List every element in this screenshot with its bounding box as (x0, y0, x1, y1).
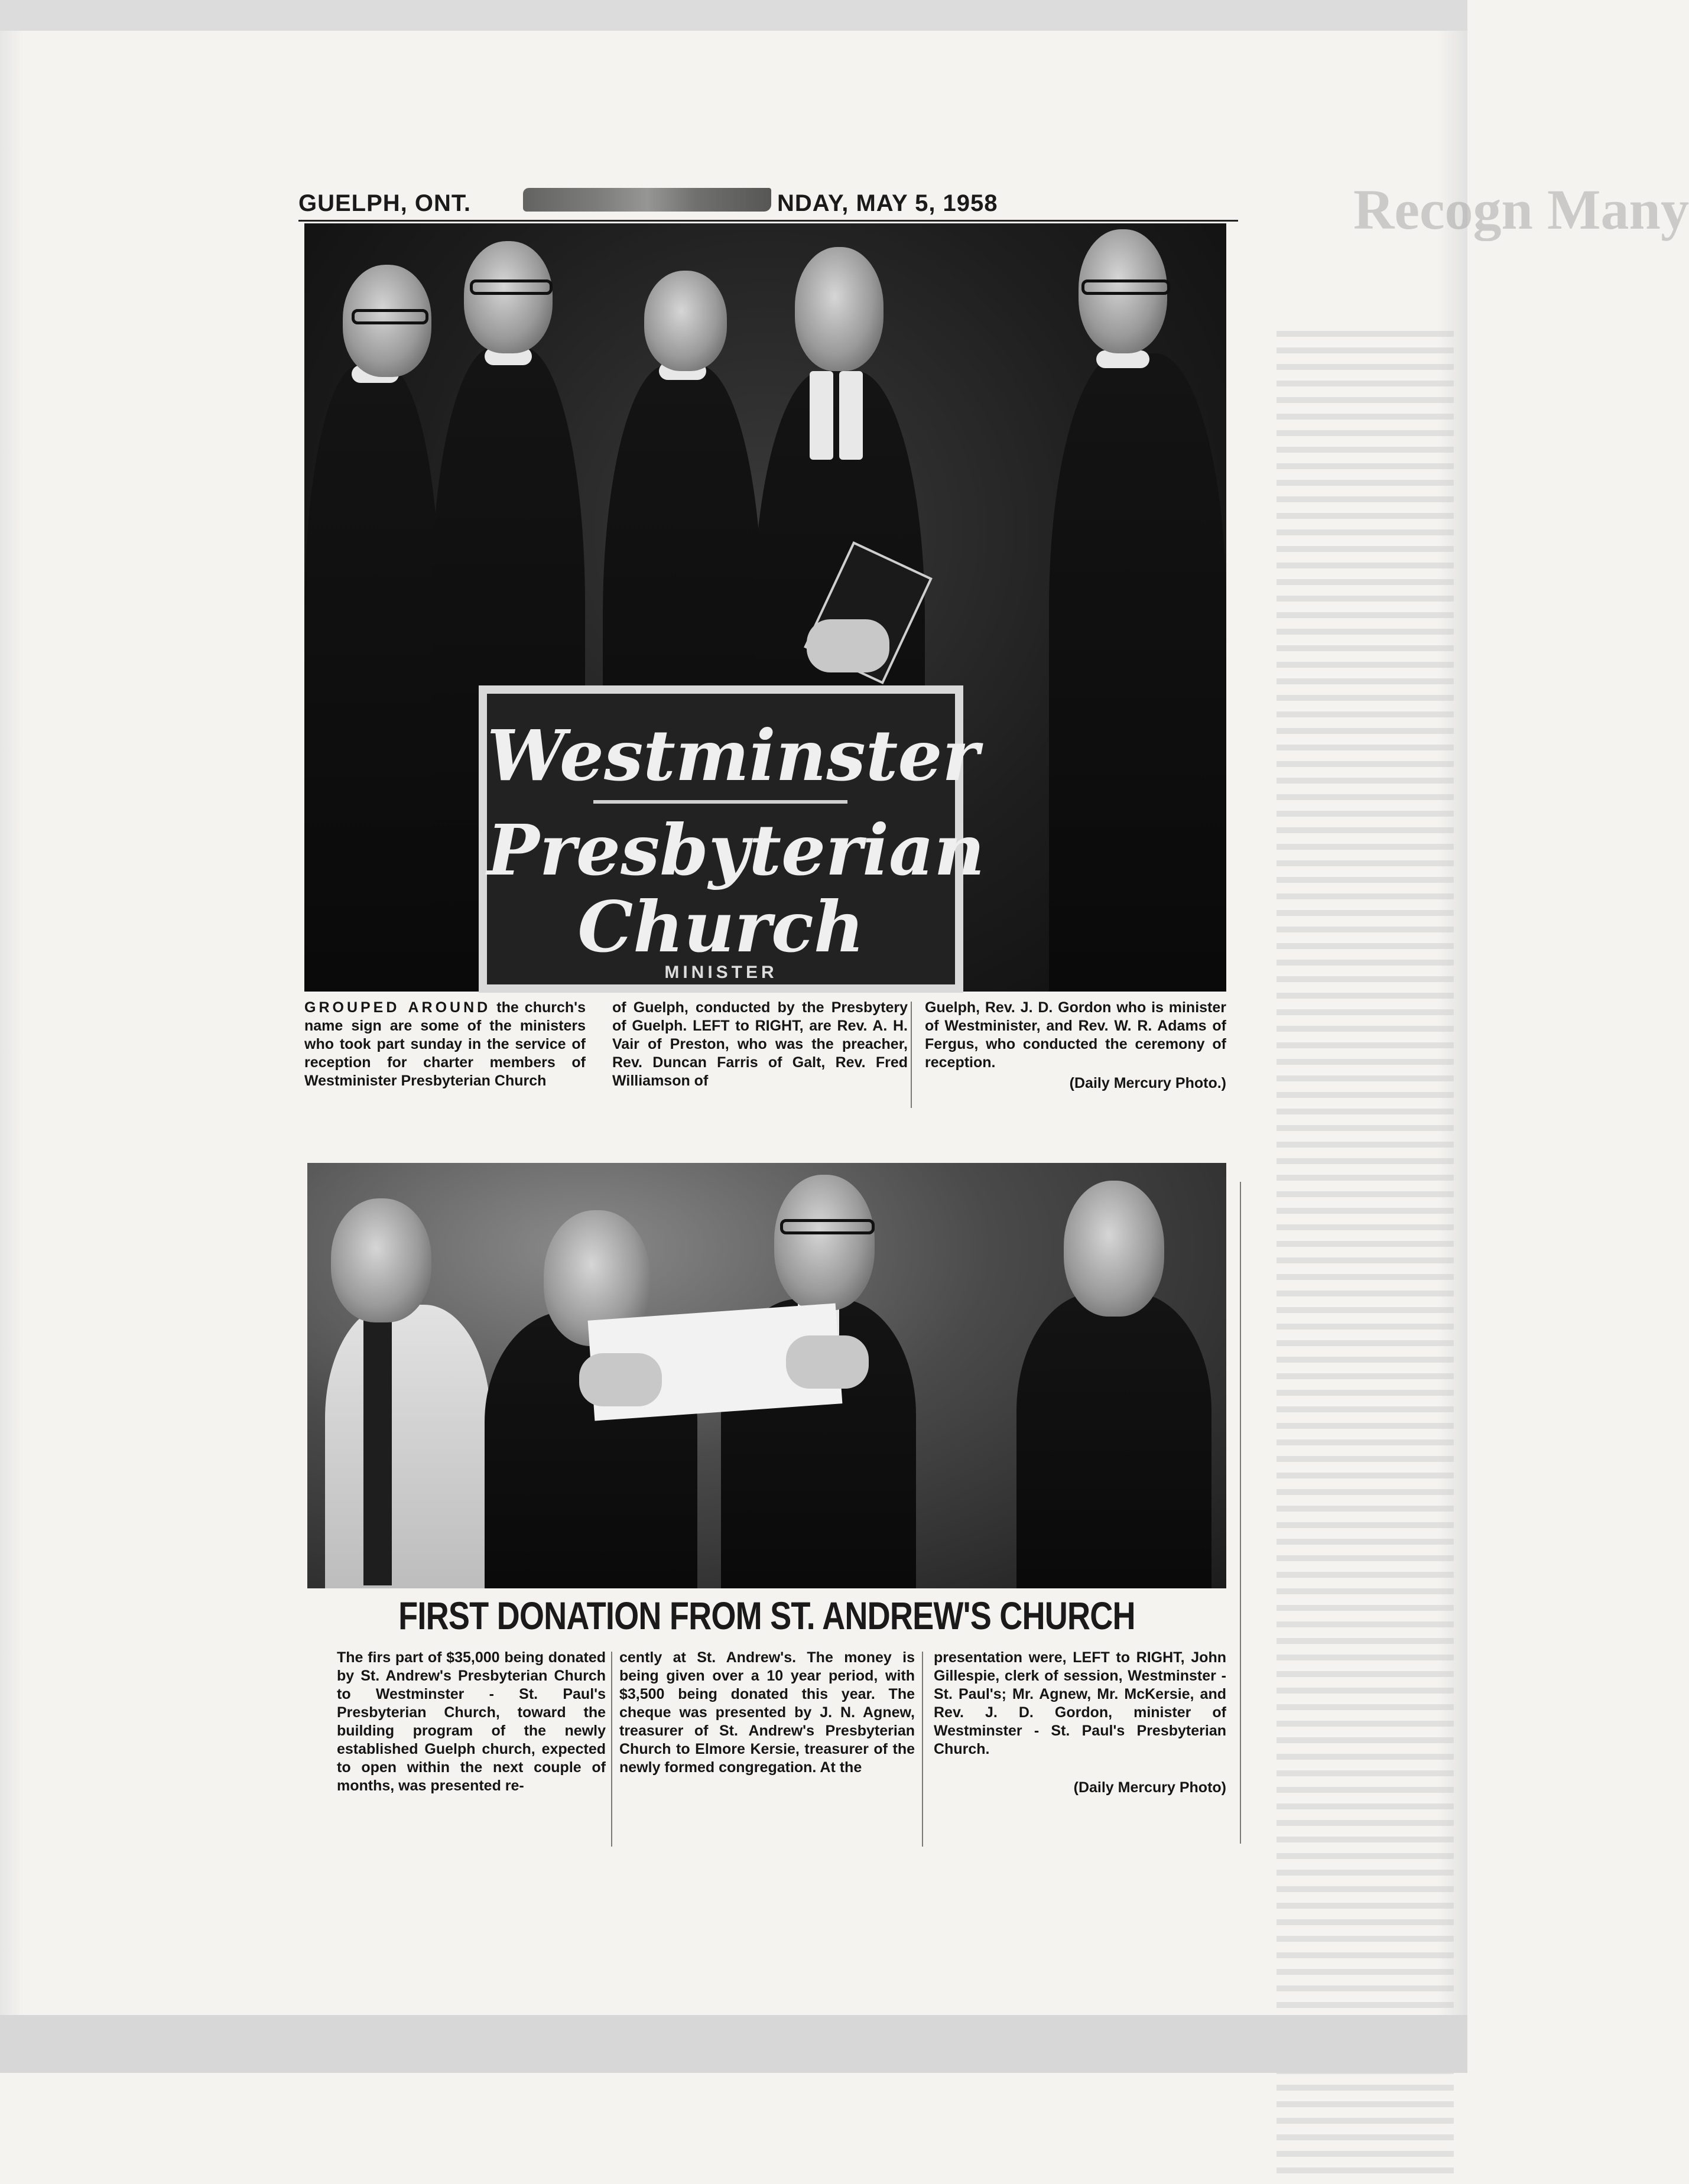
story-col-3 (934, 1649, 1226, 1797)
story-col-2: cently at St. Andrew's. The money is being given over a 10 year period, with $3,500 being donated this year. The cheque was presented by J. N. Agnew, treasurer of St. Andrew's Presbyterian Church to Elmore Kersie, treasurer of the newly formed congregation. At the (619, 1649, 915, 1776)
top-caption-col-1-text: the church's name sign are some of the ministers who took part sunday in the service of reception for charter members of Westminister Presbyterian Church (304, 999, 586, 1089)
scan-bottom-band (0, 2015, 1467, 2073)
column-rule (922, 1652, 923, 1847)
sign-divider (593, 800, 847, 804)
column-rule (611, 1652, 612, 1847)
column-rule (911, 1002, 912, 1108)
top-caption-col-3 (925, 999, 1226, 1093)
top-photo-credit: (Daily Mercury Photo.) (1069, 1075, 1226, 1091)
bleed-through-heading: Recogn Many (1353, 178, 1689, 241)
top-caption-lead: GROUPED AROUND (304, 999, 491, 1016)
sign-line-3: Church (577, 886, 865, 968)
top-caption-col-1 (304, 999, 586, 1090)
sign-minister-plate: MINISTER (664, 963, 778, 982)
church-name-sign (479, 685, 985, 993)
dateline (298, 188, 1238, 222)
hand (579, 1353, 662, 1406)
story-col-1: The firs part of $35,000 being donated by St. Andrew's Presbyterian Church to Westminster - St. Paul's Presbyterian Church, toward the building program of the newly established Guelph church, expected to open within the next couple of months, was presented re- (337, 1649, 606, 1794)
column-rule (1240, 1182, 1241, 1844)
scan-left-shadow (0, 31, 24, 2015)
dateline-date: NDAY, MAY 5, 1958 (777, 190, 998, 216)
hand (786, 1335, 869, 1389)
story-col-3-text: presentation were, LEFT to RIGHT, John Gillespie, clerk of session, Westminster - St. Paul's; Mr. Agnew, Mr. McKersie, and Rev. J. D. Gordon, minister of Westminster - St. Paul's Presbyterian Church. (934, 1649, 1226, 1757)
dateline-location: GUELPH, ONT. (298, 190, 472, 216)
scan-top-band (0, 0, 1467, 31)
dateline-smudge (523, 188, 771, 212)
top-caption-col-2: of Guelph, conducted by the Presbytery of Guelph. LEFT to RIGHT, are Rev. A. H. Vair of Preston, who was the preacher, Rev. Duncan Farris of Galt, Rev. Fred Williamson of (612, 999, 908, 1089)
sign-line-1: Westminster (487, 714, 979, 797)
top-caption-col-3-text: Guelph, Rev. J. D. Gordon who is minister of Westminister, and Rev. W. R. Adams of Fergus, who conducted the ceremony of reception. (925, 999, 1226, 1071)
story-headline: FIRST DONATION FROM ST. ANDREW'S CHURCH (398, 1594, 1135, 1637)
story-photo-credit: (Daily Mercury Photo) (1073, 1779, 1226, 1796)
bleed-through-text (1277, 331, 1454, 2184)
sign-line-2: Presbyterian (487, 809, 985, 891)
